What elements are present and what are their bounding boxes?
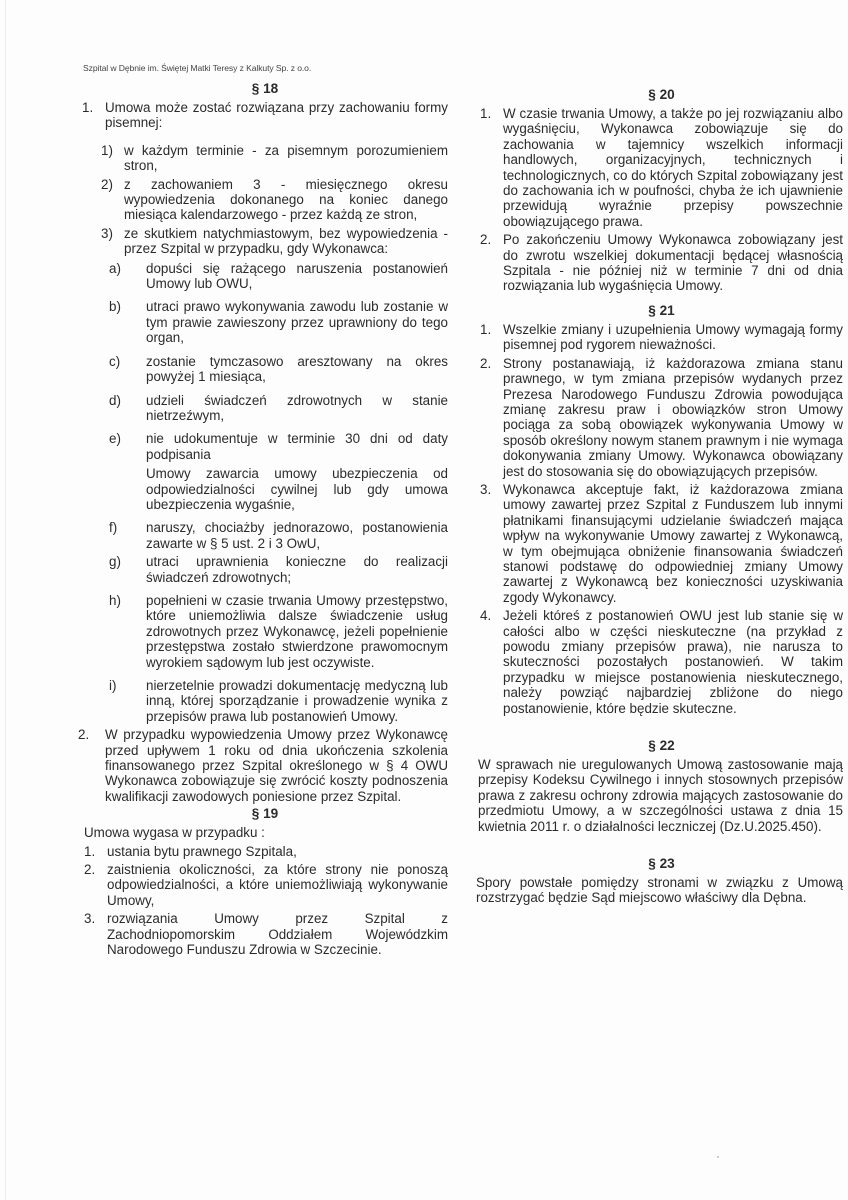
letter-number: a): [109, 260, 121, 276]
letter-text-line: nie udokumentuje w terminie 30 dni od daty podpisania: [146, 431, 448, 462]
item-text: W przypadku wypowiedzenia Umowy przez Wykonawcę przed upływem 1 roku od dnia ukończenia szkolenia finansowanego przez Szpital określonego w § 4 OWU Wykonawca zobowiązuje się zwrócić koszty podnoszenia kwalifikacji zawodowych poniesione przez Szpital.: [105, 727, 448, 804]
subitem-number: 3): [101, 225, 113, 241]
s18-letter-item: [109, 554, 448, 585]
scan-speck: [717, 1156, 719, 1158]
subitem-number: 1): [101, 142, 113, 158]
s18-letter-item: [109, 261, 448, 292]
s18-letter-item: [109, 593, 448, 670]
letter-number: e): [109, 431, 121, 447]
s18-letter-item: [109, 299, 448, 345]
letter-number: g): [109, 554, 121, 570]
s20-item: [480, 232, 843, 294]
s18-letter-item: [109, 520, 448, 551]
s18-letter-items: [109, 261, 448, 725]
section-heading-21: § 21: [648, 302, 675, 318]
s18-item-1: [82, 100, 448, 131]
section-heading-18: § 18: [251, 81, 279, 96]
letter-text: dopuści się rażącego naruszenia postanowień Umowy lub OWU,: [146, 260, 448, 292]
s21-item: [480, 608, 843, 716]
item-text: Strony postanawiają, iż każdorazowa zmiana stanu prawnego, w tym zmiana przepisów wydanych przez Prezesa Narodowego Funduszu Zdrowia powodująca zmianę zakresu praw i obowiązków stron Umowy pociąga za sobą obowiązek wykonywania Umowy w sposób określony nowym stanem prawnym i nie wymaga dokonywania zmiany Umowy. Wykonawca obowiązany jest do stosowania się do obowiązujących przepisów.: [503, 355, 843, 479]
s22-text: W sprawach nie uregulowanych Umową zastosowanie mają przepisy Kodeksu Cywilnego i innych stosownych przepisów prawa z zakresu ochrony zdrowia mających zastosowanie do przedmiotu Umowy, a w szczególności ustawa z dnia 15 kwietnia 2011 r. o działalności leczniczej (Dz.U.2025.450).: [478, 757, 843, 834]
s19-item: [84, 844, 448, 859]
letter-number: f): [109, 520, 118, 536]
item-number: 4.: [480, 608, 492, 624]
item-number: 2.: [84, 862, 96, 878]
section-heading-22: § 22: [648, 738, 675, 754]
s18-subitems: [101, 143, 448, 257]
item-text: Wszelkie zmiany i uzupełnienia Umowy wymagają formy pisemnej pod rygorem nieważności.: [503, 321, 843, 353]
item-number: 1.: [480, 321, 492, 337]
section-heading-23: § 23: [648, 856, 675, 872]
s20-item: [480, 106, 843, 229]
item-text: Jeżeli któreś z postanowień OWU jest lub stanie się w całości albo w części nieskuteczne (na przykład z powodu zmiany przepisów prawa), nie narusza to skuteczności pozostałych postanowień. W takim przypadku w miejsce postanowienia nieskutecznego, należy powziąć najbardziej zbliżone do niego postanowienie, które będzie skuteczne.: [503, 608, 843, 716]
letter-number: d): [109, 392, 121, 408]
s23-text: Spory powstałe pomiędzy stronami w związku z Umową rozstrzygać będzie Sąd miejscowo właściwy dla Dębna.: [476, 875, 843, 906]
item-number: 2.: [480, 232, 492, 248]
s18-subitem: [101, 143, 448, 174]
item-number: 3.: [84, 911, 96, 927]
right-column: [476, 87, 843, 906]
scan-page-edge: [5, 0, 6, 1200]
left-column: [78, 81, 448, 958]
item-text: zaistnienia okoliczności, za które strony nie ponoszą odpowiedzialności, a które uniemożliwiają wykonywanie Umowy,: [107, 862, 448, 908]
letter-number: b): [109, 299, 121, 315]
letter-number: h): [109, 592, 121, 608]
item-number: 1.: [82, 100, 94, 115]
subitem-text: ze skutkiem natychmiastowym, bez wypowiedzenia - przez Szpital w przypadku, gdy Wykonawca:: [124, 225, 448, 257]
item-number: 3.: [480, 481, 492, 497]
item-number: 2.: [480, 355, 492, 371]
item-number: 1.: [84, 843, 96, 859]
s18-subitem: [101, 226, 448, 257]
s18-letter-item: [109, 354, 448, 385]
subitem-text: w każdym terminie - za pisemnym porozumieniem stron,: [124, 142, 448, 174]
letter-text: utraci uprawnienia konieczne do realizacji świadczeń zdrowotnych;: [146, 554, 448, 585]
s19-item: [84, 862, 448, 908]
subitem-number: 2): [101, 176, 113, 192]
letter-text: utraci prawo wykonywania zawodu lub zostanie w tym prawie zawieszony przez uprawniony do tego organ,: [146, 299, 448, 346]
item-text: ustania bytu prawnego Szpitala,: [107, 843, 297, 859]
letter-text: naruszy, chociażby jednorazowo, postanowienia zawarte w § 5 ust. 2 i 3 OwU,: [146, 520, 448, 551]
letter-number: i): [109, 678, 117, 693]
item-text: rozwiązania Umowy przez Szpital z Zachodniopomorskim Oddziałem Wojewódzkim Narodowego Funduszu Zdrowia w Szczecinie.: [107, 911, 448, 958]
letter-text-continuation: Umowy zawarcia umowy ubezpieczenia od odpowiedzialności cywilnej lub gdy umowa ubezpieczenia wygaśnie,: [146, 466, 448, 512]
letter-text: udzieli świadczeń zdrowotnych w stanie nietrzeźwym,: [146, 392, 448, 423]
s18-item-2: [78, 727, 448, 804]
letter-text: zostanie tymczasowo aresztowany na okres powyżej 1 miesiąca,: [146, 353, 448, 385]
letter-number: c): [109, 353, 121, 369]
item-text: Wykonawca akceptuje fakt, iż każdorazowa zmiana umowy zawartej przez Szpital z Funduszem lub innymi płatnikami finansującymi udzielanie świadczeń mająca wpływ na wykonywanie Umowy zawartej z Wykonawcą, w tym obejmująca obniżenie finansowania świadczeń stanowi podstawę do odpowiedniej zmiany Umowy zawartej z Wykonawcą bez konieczności uzyskiwania zgody Wykonawcy.: [503, 481, 843, 605]
s21-item: [480, 322, 843, 353]
item-number: 2.: [78, 727, 90, 743]
s21-item: [480, 356, 843, 479]
item-text: Po zakończeniu Umowy Wykonawca zobowiązany jest do zwrotu wszelkiej dokumentacji będącej własnością Szpitala - nie później niż w terminie 7 dni od dnia rozwiązania lub wygaśnięcia Umowy.: [503, 232, 843, 294]
s18-subitem: [101, 177, 448, 223]
s18-letter-item: [109, 431, 448, 512]
letter-text: nierzetelnie prowadzi dokumentację medyczną lub inną, której sporządzanie i prowadzenie wynika z przepisów prawa lub postanowień Umowy.: [146, 678, 448, 724]
s19-intro: Umowa wygasa w przypadku :: [84, 825, 265, 841]
s18-letter-item: [109, 393, 448, 424]
item-text: W czasie trwania Umowy, a także po jej rozwiązaniu albo wygaśnięciu, Wykonawca zobowiązuje się do zachowania w tajemnicy wszelkich informacji handlowych, organizacyjnych, technicznych i technologicznych, co do których Szpital zobowiązany jest do zachowania ich w poufności, chyba że ich ujawnienie przewidują wyraźnie przepisy powszechnie obowiązującego prawa.: [503, 106, 843, 229]
letter-text: [146, 431, 448, 512]
s18-letter-item: [109, 678, 448, 724]
item-number: 1.: [480, 106, 492, 121]
s19-item: [84, 911, 448, 957]
section-heading-19: § 19: [251, 806, 279, 822]
s21-item: [480, 482, 843, 605]
subitem-text: z zachowaniem 3 - miesięcznego okresu wypowiedzenia dokonanego na koniec danego miesiąca kalendarzowego - przez każdą ze stron,: [124, 176, 448, 223]
section-heading-20: § 20: [648, 87, 675, 102]
document-header: Szpital w Dębnie im. Świętej Matki Teresy z Kalkuty Sp. z o.o.: [83, 63, 312, 73]
letter-text: popełnieni w czasie trwania Umowy przestępstwo, które uniemożliwia dalsze świadczenie usług zdrowotnych przez Wykonawcę, jeżeli popełnienie przestępstwa zostało stwierdzone prawomocnym wyrokiem sądowym lub jest oczywiste.: [146, 592, 448, 670]
item-text: Umowa może zostać rozwiązana przy zachowaniu formy pisemnej:: [105, 100, 448, 131]
